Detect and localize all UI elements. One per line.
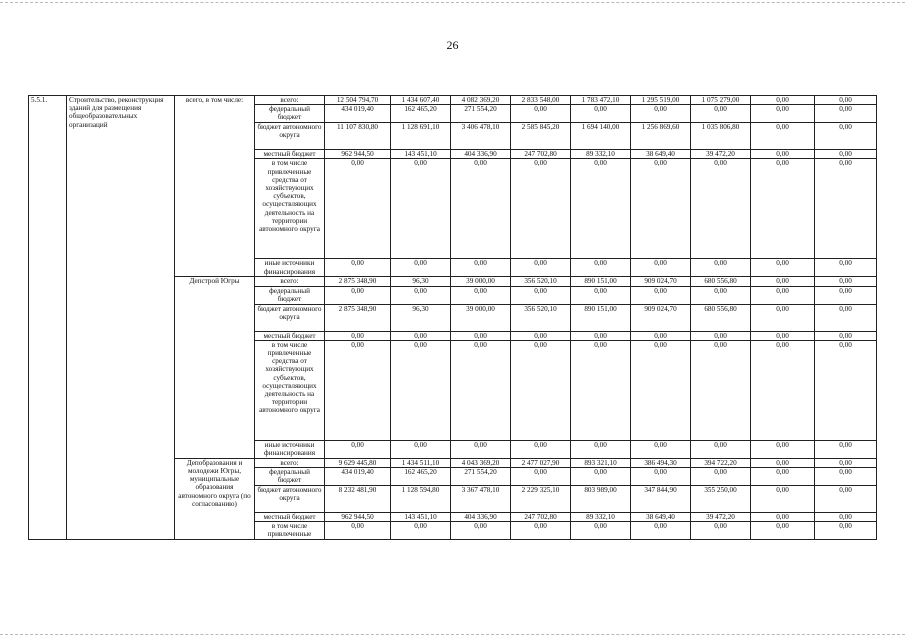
amount-cell: 0,00 [511,286,571,304]
amount-cell: 0,00 [325,259,391,277]
amount-cell: 0,00 [691,286,751,304]
amount-cell: 1 256 869,60 [631,123,691,150]
amount-cell: 0,00 [631,105,691,123]
funding-source: в том числе привлеченные [255,522,325,540]
amount-cell: 2 585 845,20 [511,123,571,150]
amount-cell: 0,00 [815,259,877,277]
amount-cell: 0,00 [751,340,815,440]
amount-cell: 0,00 [571,159,631,259]
amount-cell: 0,00 [751,123,815,150]
amount-cell: 2 833 548,00 [511,96,571,105]
amount-cell: 2 875 348,90 [325,304,391,331]
amount-cell: 0,00 [691,105,751,123]
amount-cell: 0,00 [815,159,877,259]
amount-cell: 38 649,40 [631,150,691,159]
amount-cell: 0,00 [815,486,877,513]
amount-cell: 0,00 [815,150,877,159]
amount-cell: 347 844,90 [631,486,691,513]
amount-cell: 0,00 [751,468,815,486]
amount-cell: 0,00 [325,440,391,458]
amount-cell: 0,00 [815,286,877,304]
amount-cell: 0,00 [571,105,631,123]
amount-cell: 0,00 [691,340,751,440]
amount-cell: 38 649,40 [631,513,691,522]
amount-cell: 386 494,30 [631,458,691,467]
amount-cell: 0,00 [511,440,571,458]
amount-cell: 0,00 [751,96,815,105]
amount-cell: 0,00 [751,486,815,513]
amount-cell: 0,00 [751,331,815,340]
page-number: 26 [446,38,459,52]
funding-source: местный бюджет [255,331,325,340]
funding-source: иные источники финансирования [255,440,325,458]
amount-cell: 890 151,00 [571,277,631,286]
funding-source: иные источники финансирования [255,259,325,277]
amount-cell: 96,30 [391,304,451,331]
amount-cell: 0,00 [391,159,451,259]
amount-cell: 0,00 [751,458,815,467]
amount-cell: 0,00 [815,123,877,150]
amount-cell: 0,00 [691,468,751,486]
amount-cell: 1 295 519,00 [631,96,691,105]
amount-cell: 0,00 [571,331,631,340]
amount-cell: 0,00 [391,440,451,458]
funding-source: в том числе привлеченные средства от хозяйствующих субъектов, осуществляющих деятельность на территории автономного округа [255,159,325,259]
amount-cell: 2 229 325,10 [511,486,571,513]
amount-cell: 0,00 [815,468,877,486]
amount-cell: 962 944,50 [325,150,391,159]
amount-cell: 0,00 [691,259,751,277]
amount-cell: 0,00 [511,340,571,440]
scan-edge-bottom [0,634,905,635]
amount-cell: 0,00 [511,259,571,277]
amount-cell: 1 035 806,80 [691,123,751,150]
amount-cell: 0,00 [631,468,691,486]
amount-cell: 0,00 [571,286,631,304]
funding-source: всего: [255,277,325,286]
amount-cell: 404 336,90 [451,513,511,522]
amount-cell: 0,00 [571,259,631,277]
amount-cell: 8 232 481,90 [325,486,391,513]
amount-cell: 3 406 478,10 [451,123,511,150]
amount-cell: 0,00 [815,340,877,440]
section-name: Строительство, реконструкция зданий для размещения общеобразовательных организаций [67,96,175,540]
amount-cell: 2 477 027,90 [511,458,571,467]
funding-source: федеральный бюджет [255,105,325,123]
amount-cell: 0,00 [751,440,815,458]
executor-label: Депстрой Югры [175,277,255,458]
amount-cell: 0,00 [571,468,631,486]
amount-cell: 11 107 830,80 [325,123,391,150]
funding-source: в том числе привлеченные средства от хозяйствующих субъектов, осуществляющих деятельность на территории автономного округа [255,340,325,440]
amount-cell: 0,00 [751,150,815,159]
amount-cell: 247 702,80 [511,150,571,159]
amount-cell: 394 722,20 [691,458,751,467]
amount-cell: 0,00 [815,277,877,286]
amount-cell: 0,00 [751,259,815,277]
amount-cell: 0,00 [751,277,815,286]
amount-cell: 0,00 [571,522,631,540]
amount-cell: 162 465,20 [391,105,451,123]
amount-cell: 0,00 [451,159,511,259]
amount-cell: 0,00 [451,286,511,304]
amount-cell: 0,00 [751,105,815,123]
amount-cell: 0,00 [751,513,815,522]
amount-cell: 0,00 [511,468,571,486]
funding-source: всего: [255,96,325,105]
amount-cell: 0,00 [511,331,571,340]
amount-cell: 1 783 472,10 [571,96,631,105]
amount-cell: 0,00 [391,340,451,440]
amount-cell: 3 367 478,10 [451,486,511,513]
executor-label: Депобразования и молодежи Югры, муниципальные образования автономного округа (по согласованию) [175,458,255,539]
amount-cell: 12 504 794,70 [325,96,391,105]
executor-label: всего, в том числе: [175,96,255,277]
budget-table [28,95,877,540]
amount-cell: 0,00 [751,304,815,331]
amount-cell: 404 336,90 [451,150,511,159]
amount-cell: 0,00 [691,440,751,458]
amount-cell: 356 520,10 [511,304,571,331]
amount-cell: 0,00 [815,513,877,522]
amount-cell: 0,00 [325,159,391,259]
amount-cell: 0,00 [815,96,877,105]
section-code: 5.5.1. [29,96,67,540]
amount-cell: 1 075 279,00 [691,96,751,105]
amount-cell: 355 250,00 [691,486,751,513]
amount-cell: 0,00 [391,286,451,304]
amount-cell: 0,00 [325,286,391,304]
amount-cell: 909 024,70 [631,277,691,286]
amount-cell: 0,00 [451,331,511,340]
amount-cell: 143 451,10 [391,513,451,522]
amount-cell: 893 321,10 [571,458,631,467]
amount-cell: 0,00 [391,259,451,277]
amount-cell: 39 472,20 [691,150,751,159]
amount-cell: 1 128 691,10 [391,123,451,150]
amount-cell: 0,00 [631,286,691,304]
amount-cell: 680 556,80 [691,277,751,286]
amount-cell: 271 554,20 [451,105,511,123]
amount-cell: 1 434 607,40 [391,96,451,105]
funding-source: местный бюджет [255,513,325,522]
amount-cell: 0,00 [511,522,571,540]
amount-cell: 0,00 [391,522,451,540]
amount-cell: 0,00 [751,286,815,304]
amount-cell: 890 151,00 [571,304,631,331]
amount-cell: 4 082 369,20 [451,96,511,105]
amount-cell: 162 465,20 [391,468,451,486]
amount-cell: 1 434 511,10 [391,458,451,467]
funding-source: федеральный бюджет [255,286,325,304]
amount-cell: 356 520,10 [511,277,571,286]
amount-cell: 39 472,20 [691,513,751,522]
funding-source: бюджет автономного округа [255,304,325,331]
amount-cell: 0,00 [451,259,511,277]
amount-cell: 0,00 [451,340,511,440]
amount-cell: 0,00 [631,331,691,340]
amount-cell: 0,00 [691,331,751,340]
amount-cell: 0,00 [751,522,815,540]
amount-cell: 96,30 [391,277,451,286]
amount-cell: 0,00 [511,159,571,259]
amount-cell: 0,00 [815,105,877,123]
amount-cell: 0,00 [815,440,877,458]
amount-cell: 0,00 [631,340,691,440]
amount-cell: 0,00 [631,522,691,540]
amount-cell: 962 944,50 [325,513,391,522]
amount-cell: 0,00 [631,259,691,277]
amount-cell: 39 000,00 [451,304,511,331]
table-row [29,96,877,105]
amount-cell: 434 019,40 [325,105,391,123]
amount-cell: 0,00 [571,340,631,440]
amount-cell: 89 332,10 [571,513,631,522]
funding-source: бюджет автономного округа [255,123,325,150]
amount-cell: 0,00 [631,440,691,458]
amount-cell: 0,00 [691,522,751,540]
amount-cell: 2 875 348,90 [325,277,391,286]
amount-cell: 247 702,80 [511,513,571,522]
amount-cell: 39 000,00 [451,277,511,286]
amount-cell: 9 629 445,80 [325,458,391,467]
scan-edge-top [0,2,905,3]
amount-cell: 0,00 [751,159,815,259]
amount-cell: 4 043 369,20 [451,458,511,467]
amount-cell: 0,00 [325,331,391,340]
amount-cell: 680 556,80 [691,304,751,331]
amount-cell: 0,00 [631,159,691,259]
amount-cell: 0,00 [571,440,631,458]
amount-cell: 0,00 [325,522,391,540]
amount-cell: 0,00 [391,331,451,340]
funding-source: бюджет автономного округа [255,486,325,513]
amount-cell: 271 554,20 [451,468,511,486]
amount-cell: 0,00 [511,105,571,123]
amount-cell: 909 024,70 [631,304,691,331]
funding-source: всего: [255,458,325,467]
amount-cell: 1 128 594,80 [391,486,451,513]
amount-cell: 0,00 [815,522,877,540]
amount-cell: 803 989,00 [571,486,631,513]
amount-cell: 0,00 [325,340,391,440]
amount-cell: 0,00 [691,159,751,259]
amount-cell: 0,00 [815,331,877,340]
amount-cell: 0,00 [451,440,511,458]
amount-cell: 434 019,40 [325,468,391,486]
funding-source: местный бюджет [255,150,325,159]
amount-cell: 143 451,10 [391,150,451,159]
amount-cell: 0,00 [815,304,877,331]
amount-cell: 89 332,10 [571,150,631,159]
amount-cell: 0,00 [451,522,511,540]
amount-cell: 0,00 [815,458,877,467]
amount-cell: 1 694 140,00 [571,123,631,150]
funding-source: федеральный бюджет [255,468,325,486]
